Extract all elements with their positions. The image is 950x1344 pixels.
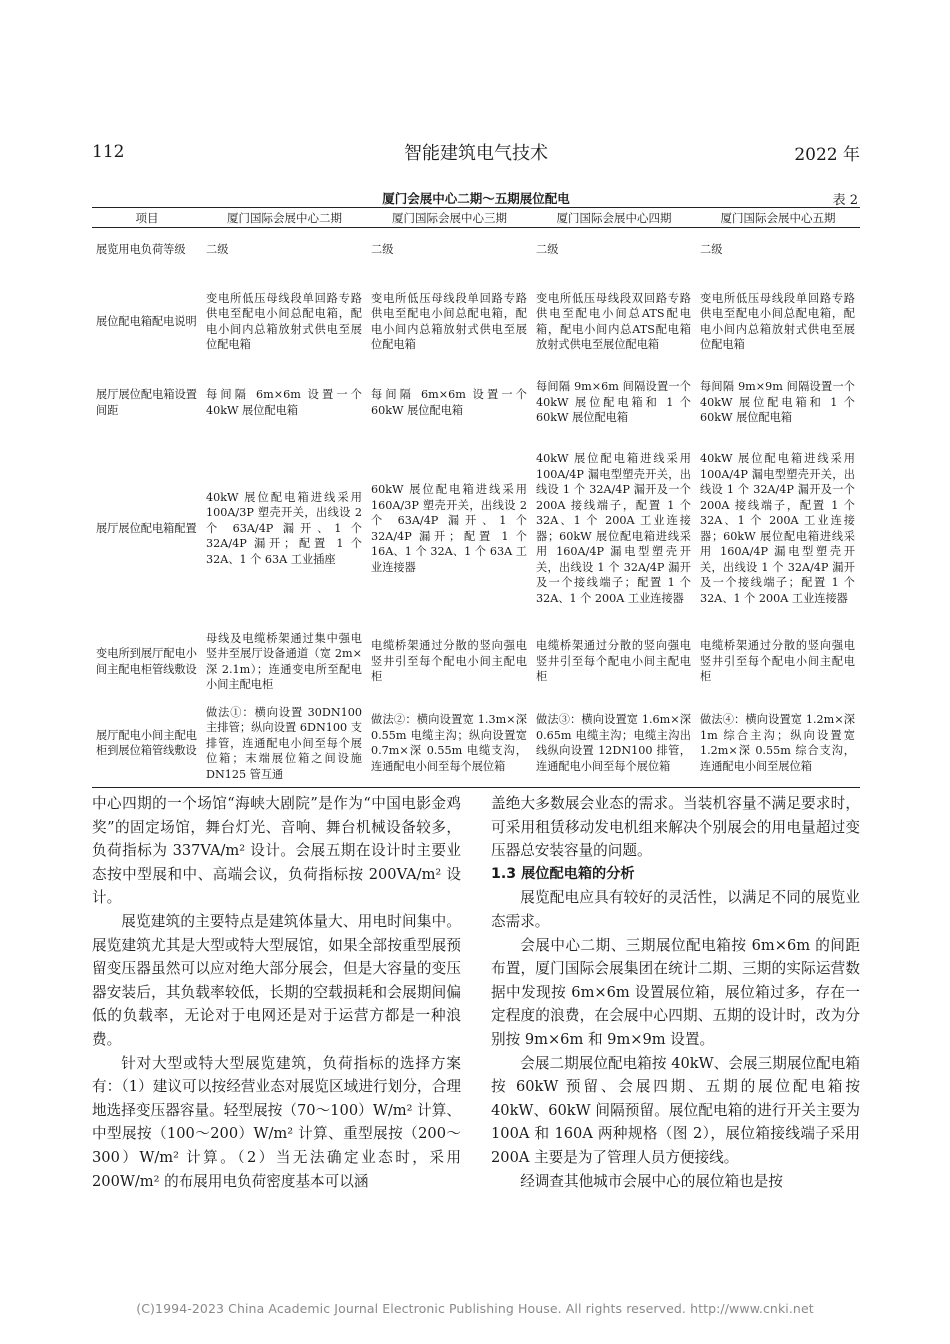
section-heading: 1.3 展位配电箱的分析 (491, 865, 635, 882)
table-row (92, 272, 860, 372)
table-row (92, 228, 860, 272)
issue-year: 2022 年 (794, 145, 860, 165)
table-cell: 每间隔 6m×6m 设置一个 40kW 展位配电箱 (206, 388, 362, 417)
table-cell: 变电所低压母线段单回路专路供电至配电小间总配电箱，配电小间内总箱放射式供电至展位配电箱 (371, 291, 527, 351)
table-caption: 厦门会展中心二期～五期展位配电 (382, 191, 570, 206)
table-cell: 40kW 展位配电箱进线采用 100A/4P 漏电型塑壳开关，出线设 1 个 32A/4P 漏开及一个 200A 接线端子，配置 1 个 32A、1 个 200A 工业连接器；60kW 展位配电箱进线采用 160A/4P 漏电型塑壳开关，出线设 1 个 32A/4P 漏开及一个接线端子；配置 1 个 32A、1 个 200A 工业连接器 (700, 452, 855, 605)
table-cell: 做法①：横向设置 30DN100 主排管；纵向设置 6DN100 支排管，连通配电小间至每个展位箱；末端展位箱之间设施 DN125 管互通 (202, 700, 367, 788)
table-row (92, 700, 860, 788)
row-label: 展厅配电小间主配电柜到展位箱管线敷设 (92, 700, 202, 788)
journal-title: 智能建筑电气技术 (404, 143, 548, 164)
column-header: 厦门国际会展中心四期 (532, 208, 696, 228)
table-row (92, 372, 860, 434)
paragraph: 经调查其他城市会展中心的展位箱也是按 (520, 1172, 783, 1190)
row-label: 展厅展位配电箱设置间距 (96, 388, 197, 417)
table-cell: 二级 (206, 243, 229, 256)
table-cell: 40kW 展位配电箱进线采用 100A/4P 漏电型塑壳开关，出线设 1 个 32A/4P 漏开及一个 200A 接线端子，配置 1 个 32A、1 个 200A 工业连接器；60kW 展位配电箱进线采用 160A/4P 漏电型塑壳开关，出线设 1 个 32A/4P 漏开及一个接线端子；配置 1 个 32A、1 个 200A 工业连接器 (536, 452, 691, 605)
row-label: 展览用电负荷等级 (96, 243, 186, 256)
table-cell: 变电所低压母线段双回路专路供电至配电小间总ATS配电箱，配电小间内总ATS配电箱放射式供电至展位配电箱 (536, 291, 691, 351)
table-cell: 二级 (536, 243, 559, 256)
paragraph: 中心四期的一个场馆“海峡大剧院”是作为“中国电影金鸡奖”的固定场馆，舞台灯光、音响、舞台机械设备较多，负荷指标为 337VA/m² 设计。会展五期在设计时主要业态按中型展和中、高端会议，负荷指标按 200VA/m² 设计。 (92, 795, 461, 907)
table-cell: 每间隔 9m×9m 间隔设置一个 40kW 展位配电箱和 1 个 60kW 展位配电箱 (700, 380, 855, 425)
paragraph: 会展二期展位配电箱按 40kW、会展三期展位配电箱按 60kW 预留、会展四期、五期的展位配电箱按 40kW、60kW 间隔预留。展位配电箱的进行开关主要为 100A 和 160A 两种规格（图 2），展位箱接线端子采用 200A 主要是为了管理人员方便接线。 (491, 1054, 860, 1166)
table-cell: 做法④：横向设置宽 1.2m×深 1m 综合主沟；纵向设置宽 1.2m×深 0.55m 综合支沟，连通配电小间至展位箱 (696, 700, 860, 788)
table-header-row (92, 208, 860, 228)
table-cell: 电缆桥架通过分散的竖向强电竖井引至每个配电小间主配电柜 (700, 639, 855, 684)
table-cell: 60kW 展位配电箱进线采用 160A/3P 塑壳开关，出线设 2 个 63A/4P 漏开、1 个 32A/4P 漏开；配置 1 个 16A、1 个 32A、1 个 63A 工业连接器 (371, 483, 527, 574)
column-header: 厦门国际会展中心五期 (696, 208, 860, 228)
column-header: 厦门国际会展中心三期 (367, 208, 532, 228)
page-number: 112 (92, 142, 125, 162)
table-row (92, 624, 860, 700)
paragraph: 针对大型或特大型展览建筑，负荷指标的选择方案有：（1）建议可以按经营业态对展览区域进行划分，合理地选择变压器容量。轻型展按（70～100）W/m² 计算、中型展按（100～200）W/m² 计算、重型展按（200～300）W/m² 计算。（2）当无法确定业态时，采用 200W/m² 的布展用电负荷密度基本可以涵 (92, 1054, 461, 1190)
distribution-table (92, 207, 860, 788)
right-column (491, 792, 860, 1193)
left-column (92, 792, 461, 1193)
column-header: 项目 (92, 208, 202, 228)
table-cell: 电缆桥架通过分散的竖向强电竖井引至每个配电小间主配电柜 (536, 639, 691, 684)
paragraph: 会展中心二期、三期展位配电箱按 6m×6m 的间距布置，厦门国际会展集团在统计二期、三期的实际运营数据中发现按 6m×6m 设置展位箱，展位箱过多，存在一定程度的浪费，在会展中心四期、五期的设计时，改为分别按 9m×6m 和 9m×9m 设置。 (491, 936, 860, 1048)
row-label: 展位配电箱配电说明 (96, 314, 197, 328)
table-number: 表 2 (832, 193, 858, 208)
table-cell: 母线及电缆桥架通过集中强电竖井至展厅设备通道（宽 2m×深 2.1m）；连通变电所至配电小间主配电柜 (206, 631, 362, 691)
table-cell: 电缆桥架通过分散的竖向强电竖井引至每个配电小间主配电柜 (371, 639, 527, 684)
column-header: 厦门国际会展中心二期 (202, 208, 367, 228)
table-cell: 变电所低压母线段单回路专路供电至配电小间总配电箱，配电小间内总箱放射式供电至展位配电箱 (700, 291, 855, 351)
table-cell: 二级 (700, 243, 723, 256)
paragraph: 展览配电应具有较好的灵活性，以满足不同的展览业态需求。 (491, 889, 860, 930)
table-cell: 做法②：横向设置宽 1.3m×深 0.55m 电缆主沟；纵向设置宽 0.7m×深 0.55m 电缆支沟，连通配电小间至每个展位箱 (367, 700, 532, 788)
table-cell: 二级 (371, 243, 394, 256)
page-header (92, 142, 860, 168)
table-cell: 变电所低压母线段单回路专路供电至配电小间总配电箱，配电小间内总箱放射式供电至展位配电箱 (206, 291, 362, 351)
table-cell: 每间隔 9m×6m 间隔设置一个 40kW 展位配电箱和 1 个 60kW 展位配电箱 (536, 380, 691, 425)
table-cell: 40kW 展位配电箱进线采用 100A/3P 塑壳开关，出线设 2 个 63A/4P 漏开、1 个 32A/4P 漏开；配置 1 个 32A、1 个 63A 工业插座 (206, 490, 362, 566)
table-cell: 做法③：横向设置宽 1.6m×深 0.65m 电缆主沟；电缆主沟出线纵向设置 12DN100 排管，连通配电小间至每个展位箱 (532, 700, 696, 788)
table-caption-row (92, 189, 860, 207)
paragraph: 盖绝大多数展会业态的需求。当装机容量不满足要求时，可采用租赁移动发电机组来解决个别展会的用电量超过变压器总安装容量的问题。 (491, 795, 860, 860)
row-label: 展厅展位配电箱配置 (96, 521, 197, 535)
table-cell: 每间隔 6m×6m 设置一个 60kW 展位配电箱 (371, 388, 527, 417)
paragraph: 展览建筑的主要特点是建筑体量大、用电时间集中。展览建筑尤其是大型或特大型展馆，如果全部按重型展预留变压器虽然可以应对绝大部分展会，但是大容量的变压器安装后，其负载率较低，长期的空载损耗和会展期间偏低的负载率，无论对于电网还是对于运营方都是一种浪费。 (92, 912, 461, 1048)
article-body (92, 792, 860, 1292)
copyright-footer: (C)1994-2023 China Academic Journal Electronic Publishing House. All rights reserved. http://www.cnki.net (136, 1301, 814, 1316)
table-row (92, 434, 860, 624)
row-label: 变电所到展厅配电小间主配电柜管线敷设 (96, 647, 197, 676)
